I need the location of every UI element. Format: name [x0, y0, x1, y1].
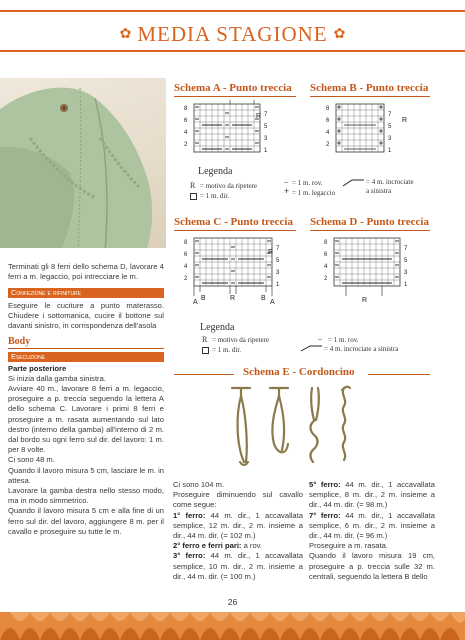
row-label: 8 — [326, 106, 330, 112]
cord-illustration — [220, 384, 360, 470]
row-label: 8 — [184, 240, 188, 246]
legend-top-title: Legenda — [198, 166, 233, 177]
paragraph: Ci sono 104 m. — [173, 480, 225, 489]
intro-paragraph: Terminati gli 8 ferri dello schema D, lavorare 4 ferri a m. legaccio, poi intrecciare le m. — [8, 262, 164, 282]
legend-text: a sinistra — [366, 187, 392, 195]
page-number: 26 — [227, 597, 238, 607]
schema-b-chart — [322, 100, 422, 160]
legend-symbol-r: R — [202, 335, 208, 344]
bottom-label: A — [270, 299, 275, 306]
row-instruction — [309, 511, 435, 542]
schema-d-chart — [320, 234, 430, 310]
row-label: 1 — [276, 282, 280, 288]
page-title: MEDIA STAGIONE — [137, 22, 328, 46]
row-text: 44 m. dir., 1 accavallata semplice, 10 m. dir., 2 m. insieme a dir., 44 m. dir. (= 100 m.) — [173, 551, 303, 581]
row-label: 2 — [326, 142, 330, 148]
legend-text: = 1 m. rov. — [328, 336, 359, 344]
row-instruction — [173, 551, 303, 582]
row-label: 1 — [264, 148, 268, 154]
row-label: 3 — [404, 270, 408, 276]
row-label: 2 — [324, 276, 328, 282]
row-text: 44 m. dir., 1 accavallata semplice, 12 m. dir., 2 m. insieme a dir., 44 m. dir. (= 102 m.) — [173, 510, 303, 541]
flower-icon: ✿ — [119, 25, 132, 41]
bottom-label: R — [230, 295, 236, 302]
paragraph: Proseguire diminuendo sul cavallo come segue: — [173, 490, 303, 510]
repeat-label: R — [256, 113, 262, 120]
row-label: 4 — [326, 130, 330, 136]
schema-d-underline — [310, 230, 430, 231]
row-label-bold: 5° ferro: — [309, 480, 341, 489]
confezione-heading: Confezione e rifiniture — [8, 288, 164, 298]
row-label: 5 — [276, 258, 280, 264]
confezione-paragraph: Eseguire le cuciture a punto materasso. Chiudere i sottomanica, cucire il bottone sul davanti sinistro, in corrispondenza dell'asola — [8, 300, 164, 331]
row-label-bold: 7° ferro: — [309, 510, 341, 520]
legend-text: = 1 m. dir. — [200, 192, 230, 200]
row-label: 7 — [276, 246, 280, 252]
schema-a-chart — [180, 100, 290, 160]
row-label: 4 — [184, 264, 188, 270]
repeat-label: R — [268, 249, 274, 256]
paragraph: Si inizia dalla gamba sinistra. — [8, 373, 106, 383]
bottom-label: A — [193, 299, 198, 306]
row-label: 3 — [276, 270, 280, 276]
legend-bottom-title: Legenda — [200, 322, 235, 333]
schema-b-title: Schema B - Punto treccia — [310, 82, 429, 94]
row-label: 3 — [264, 136, 268, 142]
row-instruction — [173, 541, 303, 551]
left-column — [8, 262, 164, 537]
legend-symbol-minus: – — [284, 177, 288, 186]
page-header — [0, 22, 465, 47]
row-label-bold: 2° ferro e ferri pari: — [173, 541, 242, 551]
flower-icon: ✿ — [333, 25, 346, 41]
repeat-label: R — [362, 297, 368, 304]
row-text: 44 m. dir., 1 accavallata semplice, 8 m. dir., 2 m. insieme a dir., 44 m. dir. (= 98 m.) — [309, 480, 435, 510]
legend-text: = 1 m. dir. — [212, 346, 242, 354]
legend-symbol-r: R — [190, 181, 196, 190]
knitted-jacket-photo — [0, 78, 166, 248]
row-label: 8 — [184, 106, 188, 112]
bottom-label: B — [201, 295, 206, 302]
row-text: a rov. — [243, 541, 263, 551]
row-label: 5 — [388, 124, 392, 130]
row-label: 7 — [264, 112, 268, 118]
bottom-label: B — [261, 295, 266, 302]
footer-decorative-band — [0, 612, 465, 640]
paragraph: Avviare 40 m., lavorare 8 ferri a m. legaccio, proseguire a p. treccia seguendo la lettera A dello schema C. Lavorare i primi 8 ferri e proseguire a m. rasata aumentando sul lato destro (interno della gamba) all'interno di 2 m. dal bordo su ogni ferro sul dir. del lavoro: 1 m. per 8 volte. — [8, 384, 164, 455]
legend-text: = motivo da ripetere — [200, 182, 258, 190]
cable-cross-icon — [300, 344, 324, 353]
row-label: 6 — [324, 252, 328, 258]
schema-c-chart — [180, 234, 300, 314]
chart-grid — [194, 100, 260, 152]
row-label: 7 — [404, 246, 408, 252]
legend-text: = 1 m. legaccio — [292, 189, 336, 197]
row-label: 5 — [264, 124, 268, 130]
schema-a-underline — [174, 96, 296, 97]
schema-b-underline — [310, 96, 430, 97]
row-label: 2 — [184, 276, 188, 282]
header-top-rule — [0, 10, 465, 12]
row-label: 4 — [324, 264, 328, 270]
row-instruction — [173, 511, 303, 542]
row-label: 2 — [184, 142, 188, 148]
paragraph: Quando il lavoro misura 19 cm, proseguire a p. treccia sulle 32 m. centrali, seguendo la lettera B dello — [309, 551, 435, 581]
schema-e-line-right — [368, 374, 430, 375]
row-label: 6 — [184, 118, 188, 124]
header-bottom-rule — [0, 50, 465, 52]
parte-posteriore-heading: Parte posteriore — [8, 363, 67, 373]
row-label: 4 — [184, 130, 188, 136]
cable-cross-icon — [342, 178, 366, 188]
row-label: 5 — [404, 258, 408, 264]
row-label: 1 — [388, 148, 392, 154]
paragraph: Ci sono 48 m. — [8, 455, 55, 465]
row-instruction — [309, 480, 435, 511]
row-label: 3 — [388, 136, 392, 142]
row-text: 44 m. dir., 1 accavallata semplice, 6 m. dir., 2 m. insieme a dir., 44 m. dir. (= 96 m.) — [309, 510, 435, 541]
schema-e-line-left — [174, 374, 234, 375]
row-label: 1 — [404, 282, 408, 288]
row-label: 7 — [388, 112, 392, 118]
row-label-bold: 3° ferro: — [173, 551, 206, 561]
row-label: 8 — [324, 240, 328, 246]
legend-symbol-plus: + — [284, 186, 290, 196]
esecuzione-heading: Esecuzione — [8, 352, 164, 362]
legend-text: = 4 m. incrociate — [366, 178, 414, 186]
schema-e-title: Schema E - Cordoncino — [243, 366, 355, 378]
repeat-label: R — [402, 117, 408, 124]
row-label: 6 — [326, 118, 330, 124]
legend-symbol-minus: – — [318, 334, 322, 343]
schema-d-title: Schema D - Punto treccia — [310, 216, 429, 228]
paragraph: Quando il lavoro misura 5 cm e alla fine di un ferro sul dir. del lavoro, aggiungere 8 m. per il cavallo e proseguire su tutte le m. — [8, 506, 164, 536]
row-label-bold: 1° ferro: — [173, 510, 206, 520]
body-heading: Body — [8, 336, 31, 348]
paragraph: Lavorare la gamba destra nello stesso modo, ma in modo simmetrico. — [8, 486, 164, 506]
schema-c-title: Schema C - Punto treccia — [174, 216, 293, 228]
legend-square-icon — [190, 193, 197, 200]
middle-column — [173, 480, 303, 582]
legend-text: = 1 m. rov. — [292, 179, 323, 187]
paragraph: Proseguire a m. rasata. — [309, 541, 388, 551]
legend-text: = motivo da ripetere — [212, 336, 270, 344]
schema-a-title: Schema A - Punto treccia — [174, 82, 292, 94]
legend-square-icon — [202, 347, 209, 354]
schema-c-underline — [174, 230, 296, 231]
legend-text: = 4 m. incrociate a sinistra — [324, 345, 399, 353]
body-heading-underline — [8, 348, 164, 349]
row-label: 6 — [184, 252, 188, 258]
right-column — [309, 480, 435, 582]
paragraph: Quando il lavoro misura 5 cm, lasciare le m. in attesa. — [8, 465, 164, 485]
